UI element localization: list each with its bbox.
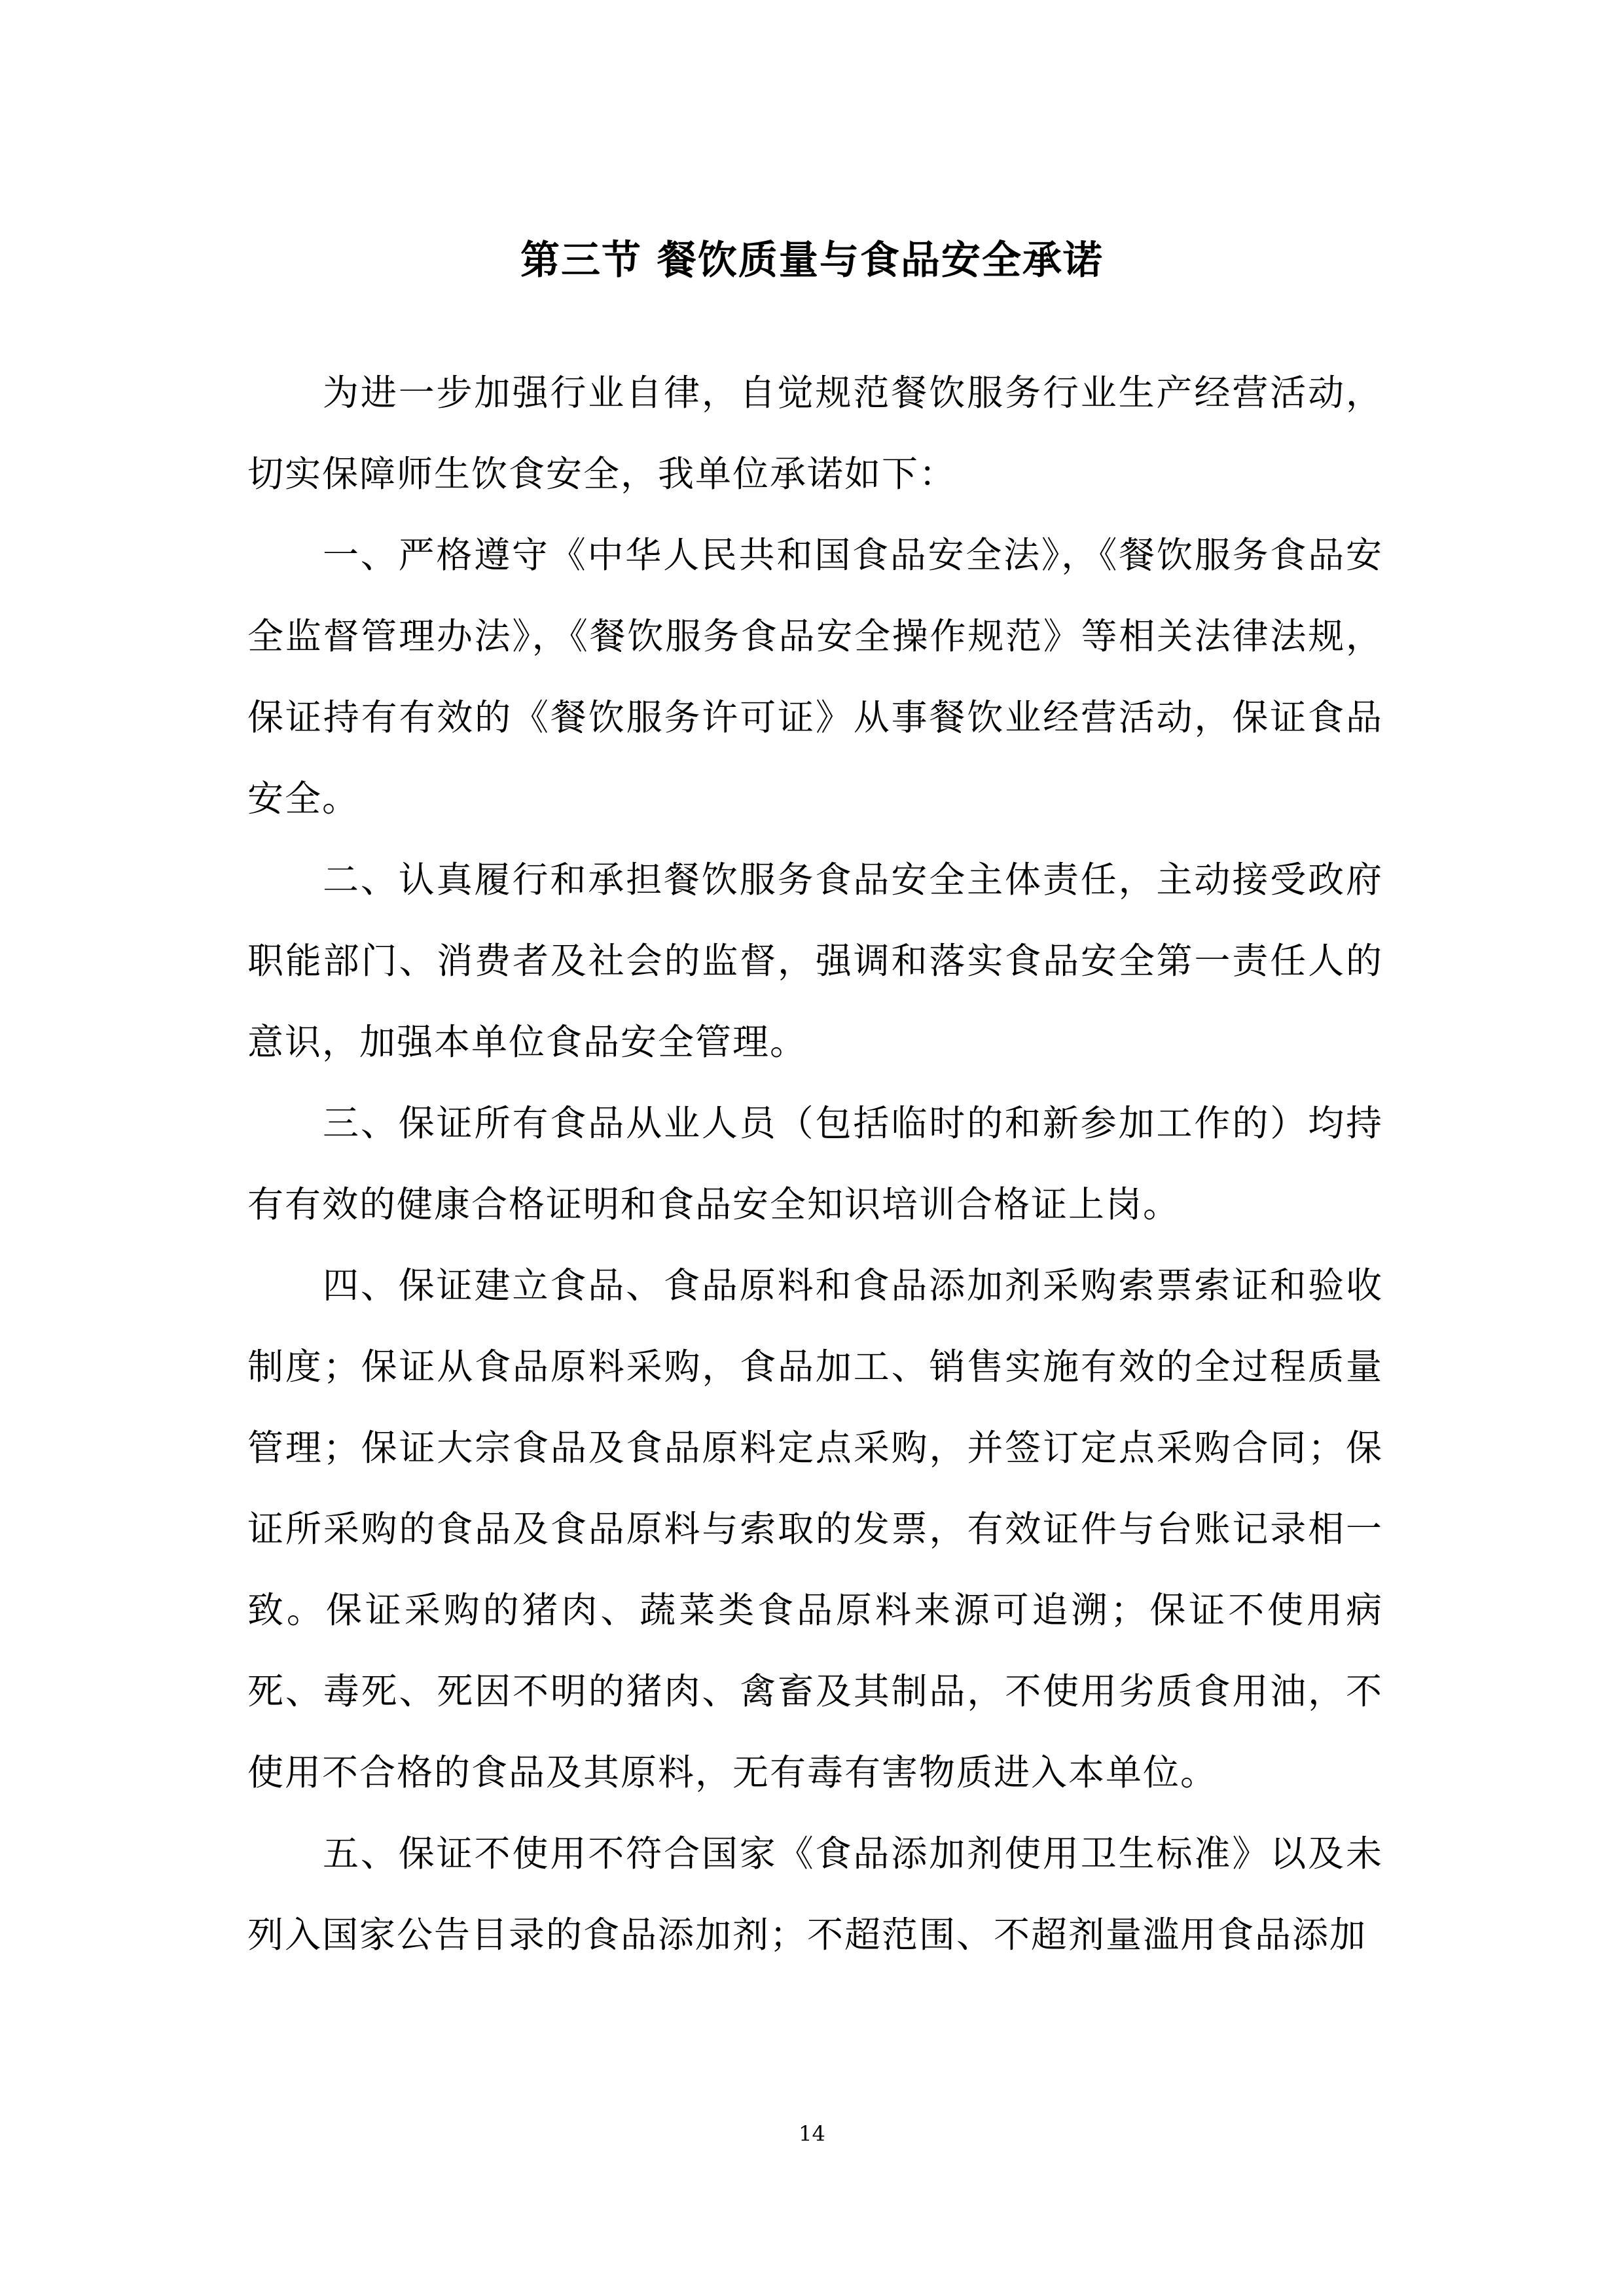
document-body [247,352,1383,1975]
paragraph-item-3: 三、保证所有食品从业人员（包括临时的和新参加工作的）均持有有效的健康合格证明和食品安全知识培训合格证上岗。 [247,1102,1383,1225]
paragraph-intro: 为进一步加强行业自律，自觉规范餐饮服务行业生产经营活动，切实保障师生饮食安全，我单位承诺如下： [247,372,1383,495]
paragraph-item-4: 四、保证建立食品、食品原料和食品添加剂采购索票索证和验收制度；保证从食品原料采购，食品加工、销售实施有效的全过程质量管理；保证大宗食品及食品原料定点采购，并签订定点采购合同；保证所采购的食品及食品原料与索取的发票，有效证件与台账记录相一致。保证采购的猪肉、蔬菜类食品原料来源可追溯；保证不使用病死、毒死、死因不明的猪肉、禽畜及其制品，不使用劣质食用油，不使用不合格的食品及其原料，无有毒有害物质进入本单位。 [247,1265,1383,1793]
paragraph-item-1: 一、严格遵守《中华人民共和国食品安全法》，《餐饮服务食品安全监督管理办法》，《餐饮服务食品安全操作规范》等相关法律法规，保证持有有效的《餐饮服务许可证》从事餐饮业经营活动，保证食品安全。 [247,534,1383,819]
section-title: 第三节 餐饮质量与食品安全承诺 [520,238,1104,284]
paragraph-item-5: 五、保证不使用不符合国家《食品添加剂使用卫生标准》以及未列入国家公告目录的食品添加剂；不超范围、不超剂量滥用食品添加 [247,1833,1383,1956]
page-number: 14 [799,2121,825,2146]
paragraph-item-2: 二、认真履行和承担餐饮服务食品安全主体责任，主动接受政府职能部门、消费者及社会的监督，强调和落实食品安全第一责任人的意识，加强本单位食品安全管理。 [247,859,1383,1063]
